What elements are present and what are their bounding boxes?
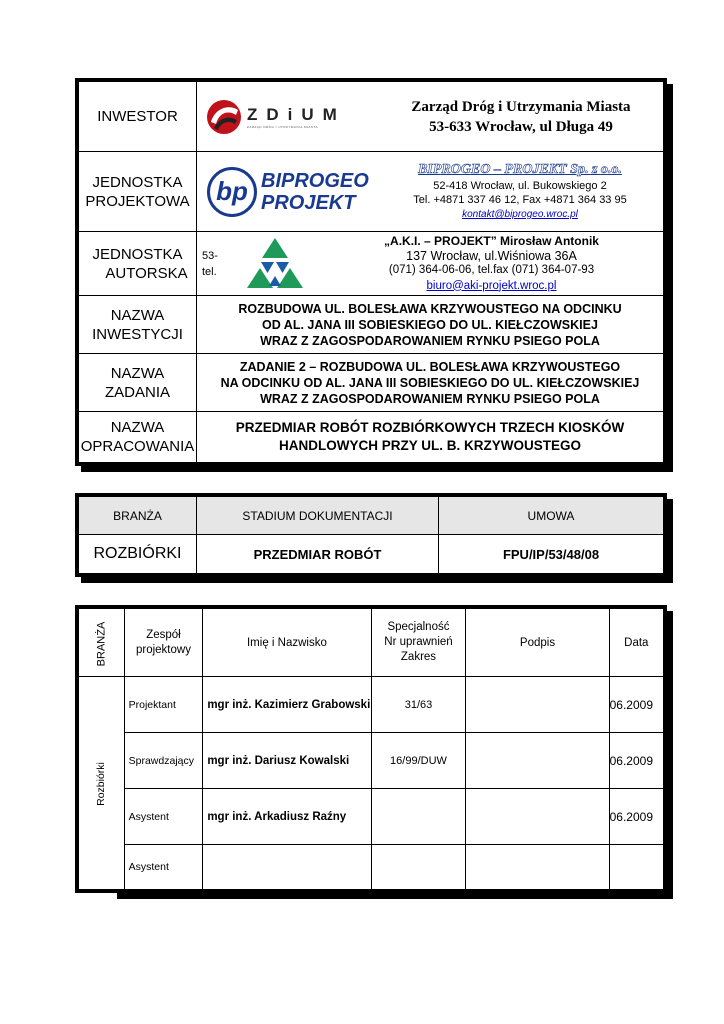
biprogeo-cell: [197, 152, 664, 232]
biprogeo-address: 52-418 Wrocław, ul. Bukowskiego 2: [433, 180, 607, 192]
jednostka-autorska-label: JEDNOSTKA AUTORSKA: [79, 232, 197, 296]
summary-header-umowa: UMOWA: [439, 497, 664, 535]
team-row-role: Projektant: [124, 677, 203, 733]
team-row-spec: [371, 789, 466, 845]
biprogeo-name: BIPROGEO – PROJEKT Sp. z o.o.: [418, 162, 622, 177]
team-row-date: [609, 845, 663, 890]
team-row-role: Sprawdzający: [124, 733, 203, 789]
aki-fragment-2: tel.: [202, 265, 217, 278]
zdium-logo: [197, 98, 375, 136]
team-row-date: 06.2009: [609, 733, 663, 789]
aki-cell: [197, 232, 664, 296]
zdium-logo-text: ZDiUM: [247, 104, 346, 124]
team-header-spec: Specjalność Nr uprawnień Zakres: [371, 609, 466, 677]
team-row-signature: [466, 789, 609, 845]
aki-name: „A.K.I. – PROJEKT” Mirosław Antonik: [384, 234, 599, 248]
zdium-logo-icon: [205, 98, 243, 136]
nazwa-zadania-label: NAZWA ZADANIA: [79, 354, 197, 412]
team-row-spec: [371, 845, 466, 890]
team-row-signature: [466, 677, 609, 733]
team-header-branza: BRANŻA: [79, 609, 125, 677]
inwestor-label: INWESTOR: [79, 82, 197, 152]
aki-fragment-1: 53-: [202, 249, 218, 262]
team-header-podpis: Podpis: [466, 609, 609, 677]
team-row-spec: 31/63: [371, 677, 466, 733]
team-row-spec: 16/99/DUW: [371, 733, 466, 789]
investor-name: Zarząd Dróg i Utrzymania Miasta: [411, 98, 631, 115]
team-row-name: mgr inż. Arkadiusz Raźny: [203, 789, 371, 845]
bp-logo-line1: BIPROGEO: [261, 169, 369, 192]
team-row-role: Asystent: [124, 845, 203, 890]
team-row-name: mgr inż. Kazimierz Grabowski: [203, 677, 371, 733]
investor-cell: [197, 82, 664, 152]
team-row-date: 06.2009: [609, 789, 663, 845]
task-name: ZADANIE 2 – ROZBUDOWA UL. BOLESŁAWA KRZYWOUSTEGO NA ODCINKU OD AL. JANA III SOBIESKIEGO DO UL. KIEŁCZOWSKIEJ WRAZ Z ZAGOSPODAROWANIEM RYNKU PSIEGO POLA: [197, 354, 664, 412]
summary-header-stadium: STADIUM DOKUMENTACJI: [197, 497, 439, 535]
biprogeo-email-link[interactable]: kontakt@biprogeo.wroc.pl: [462, 209, 578, 220]
title-block: [75, 78, 667, 466]
team-header-imie: Imię i Nazwisko: [203, 609, 371, 677]
team-row-date: 06.2009: [609, 677, 663, 733]
aki-address: 137 Wrocław, ul.Wiśniowa 36A: [406, 248, 577, 263]
aki-logo-icon: [230, 236, 320, 292]
biprogeo-logo: [197, 167, 377, 217]
aki-email-link[interactable]: biuro@aki-projekt.wroc.pl: [426, 279, 557, 292]
team-row-signature: [466, 845, 609, 890]
investor-address: 53-633 Wrocław, ul Długa 49: [429, 118, 613, 135]
summary-umowa: FPU/IP/53/48/08: [439, 535, 664, 574]
bp-logo-line2: PROJEKT: [261, 191, 356, 214]
summary-branza: ROZBIÓRKI: [79, 535, 197, 574]
aki-phone: (071) 364-06-06, tel.fax (071) 364-07-93: [388, 264, 595, 276]
summary-stadium: PRZEDMIAR ROBÓT: [197, 535, 439, 574]
team-branza-value: Rozbiórki: [79, 677, 125, 890]
nazwa-inwestycji-label: NAZWA INWESTYCJI: [79, 296, 197, 354]
team-row-signature: [466, 733, 609, 789]
team-row-name: mgr inż. Dariusz Kowalski: [203, 733, 371, 789]
team-block: [75, 605, 667, 893]
biprogeo-phone: Tel. +4871 337 46 12, Fax +4871 364 33 95: [413, 194, 627, 206]
zdium-logo-subtitle: ZARZĄD DRÓG I UTRZYMANIA MIASTA: [247, 124, 318, 129]
team-row-role: Asystent: [124, 789, 203, 845]
bp-logo-mark: bp: [216, 176, 248, 206]
jednostka-projektowa-label: JEDNOSTKA PROJEKTOWA: [79, 152, 197, 232]
nazwa-opracowania-label: NAZWA OPRACOWANIA: [79, 412, 197, 463]
document-name: PRZEDMIAR ROBÓT ROZBIÓRKOWYCH TRZECH KIOSKÓW HANDLOWYCH PRZY UL. B. KRZYWOUSTEGO: [197, 412, 664, 463]
summary-header-branza: BRANŻA: [79, 497, 197, 535]
team-header-zespol: Zespół projektowy: [124, 609, 203, 677]
team-header-data: Data: [609, 609, 663, 677]
summary-block: [75, 493, 667, 577]
team-row-name: [203, 845, 371, 890]
investment-name: ROZBUDOWA UL. BOLESŁAWA KRZYWOUSTEGO NA ODCINKU OD AL. JANA III SOBIESKIEGO DO UL. KIEŁCZOWSKIEJ WRAZ Z ZAGOSPODAROWANIEM RYNKU PSIEGO POLA: [197, 296, 664, 354]
